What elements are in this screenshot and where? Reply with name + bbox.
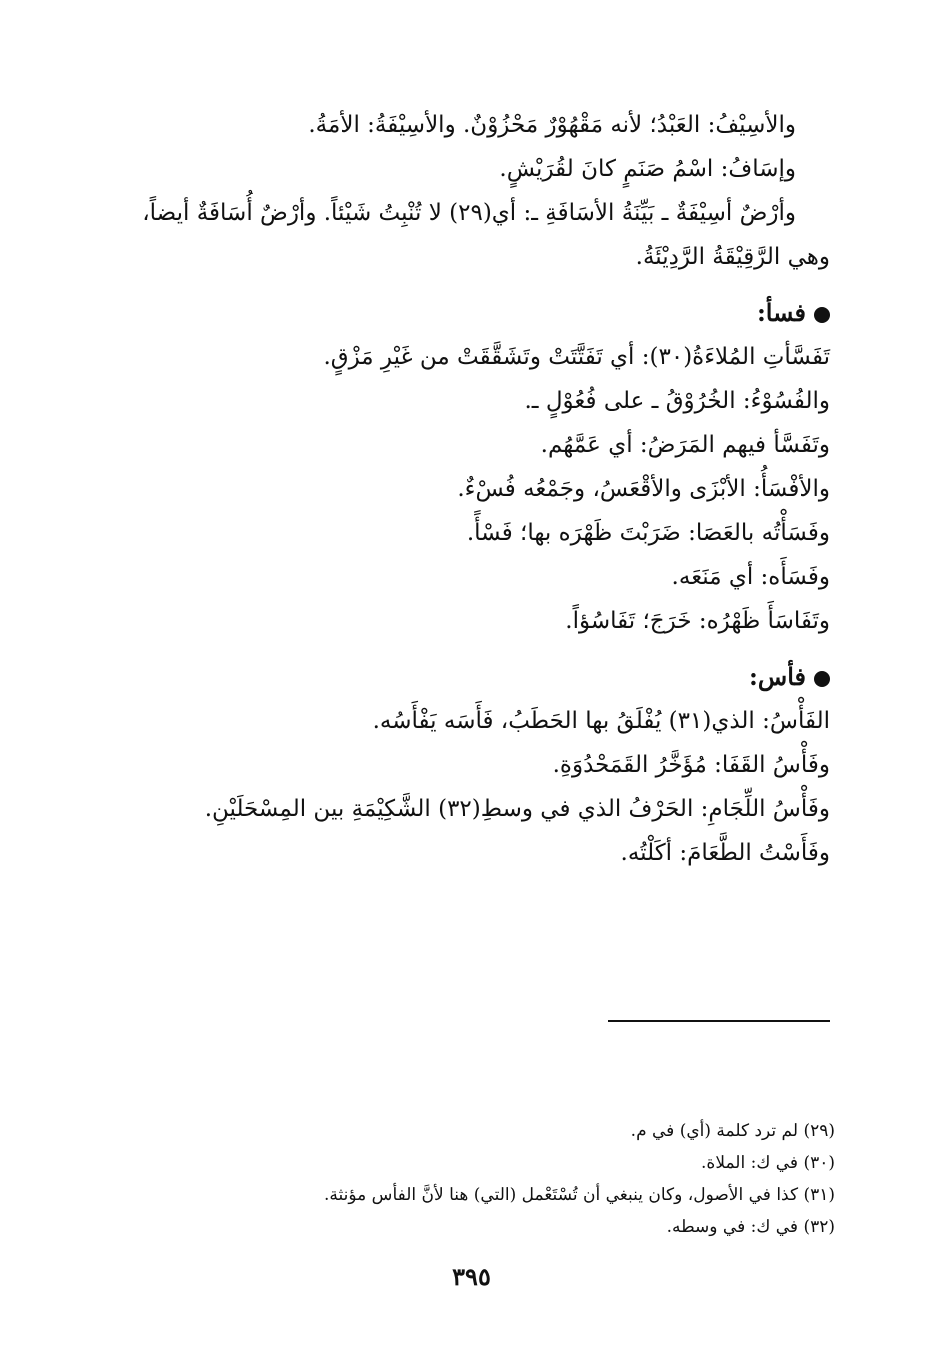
entry-line: وفَسَأَه: أي مَنَعَه. [671,564,830,590]
entry-line: والأفْسَأُ: الأبْزَى والأقْعَسُ، وجَمْعُه فُسْءٌ. [457,476,830,502]
entry-line: وفَأَسْتُ الطَّعَامَ: أكَلْتُه. [620,840,830,866]
entry-line: وتَفَاسَأَ ظَهْرُه: خَرَجَ؛ تَفَاسُؤاً. [565,608,830,634]
bullet-icon [814,671,830,687]
section-heading-fasa [757,296,830,330]
footnote-divider [608,1020,830,1022]
footnote: (٣٠) في ك: الملاة. [701,1153,835,1173]
entry-line: وهي الرَّقِيْقَةُ الرَّدِيْئَةُ. [635,244,830,270]
entry-line: وإسَافُ: اسْمُ صَنَمٍ كانَ لقُرَيْشٍ. [499,156,796,182]
section-heading-faas [749,660,830,694]
entry-line: وفَسَأْتُه بالعَصَا: ضَرَبْتَ ظَهْرَه بها؛ فَسْأً. [466,520,830,546]
footnote: (٢٩) لم ترد كلمة (أي) في م. [630,1121,835,1141]
bullet-icon [814,307,830,323]
heading-text: فأس: [749,662,806,691]
entry-line: والفُسُوْءُ: الخُرُوْقُ ـ على فُعُوْلٍ ـ. [524,388,830,414]
entry-line: الفَأْسُ: الذي(٣١) يُفْلَقُ بها الحَطَبُ، فَأَسَه يَفْأَسُه. [372,708,830,734]
entry-line: وأرْضٌ أسِيْفَةٌ ـ بَيِّنَةُ الأسَافَةِ ـ: أي(٢٩) لا تُنْبِتُ شَيْئاً. وأرْضٌ أُسَافَةٌ أيضاً، [142,200,796,226]
entry-line: تَفَسَّأتِ المُلاءَةُ(٣٠): أي تَفَتَّتَتْ وتَشَقَّقَتْ من غَيْرِ مَزْقٍ. [323,344,830,370]
footnote: (٣٢) في ك: في وسطه. [666,1217,835,1237]
entry-line: وفَأْسُ اللِّجَامِ: الحَرْفُ الذي في وسطِ(٣٢) الشَّكِيْمَةِ بين المِسْحَلَيْنِ. [204,796,830,822]
footnote: (٣١) كذا في الأصول، وكان ينبغي أن تُسْتَعْمل (التي) هنا لأنَّ الفأس مؤنثة. [324,1185,835,1205]
entry-line: وفَأْسُ القَفَا: مُؤَخَّرُ القَمَحْدُوَةِ. [552,752,830,778]
entry-line: والأسِيْفُ: العَبْدُ؛ لأنه مَقْهُوْرٌ مَحْزُوْنٌ. والأسِيْفَةُ: الأمَةُ. [308,112,796,138]
heading-text: فسأ: [756,298,806,327]
entry-line: وتَفَسَّأ فيهم المَرَضُ: أي عَمَّهُم. [540,432,830,458]
page-number: ٣٩٥ [452,1262,491,1291]
